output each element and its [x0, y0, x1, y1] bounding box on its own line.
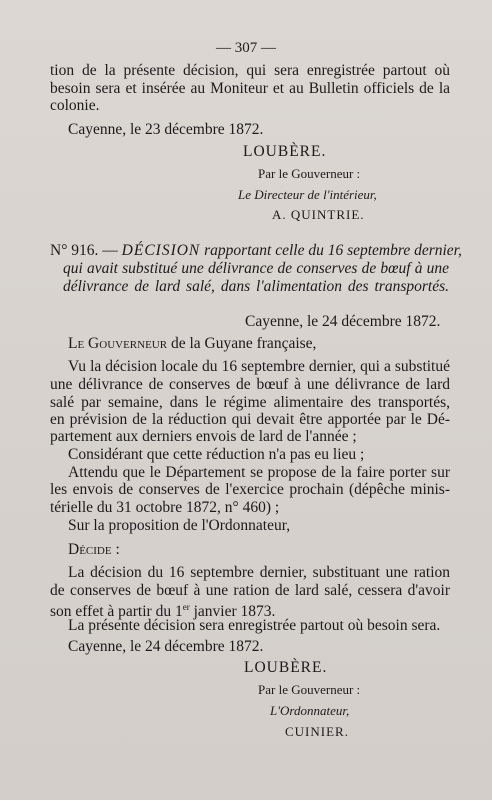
text-segment: janvier 1873.: [189, 603, 276, 621]
place-date: Cayenne, le 24 décembre 1872.: [68, 638, 264, 655]
signatory-role: L'Ordonnateur,: [270, 703, 350, 718]
text-line: Vu la décision locale du 16 septembre dernier, qui a substitué: [68, 358, 450, 375]
signature: LOUBÈRE.: [244, 659, 328, 676]
signatory-prefix: Par le Gouverneur :: [258, 166, 361, 181]
text-line: une délivrance de conserves de bœuf à une délivrance de lard: [50, 376, 450, 393]
signatory-name: CUINIER.: [285, 724, 349, 739]
text-line: besoin sera et insérée au Moniteur et au Bulletin officiels de la: [50, 80, 450, 97]
text-line: Attendu que le Département se propose de la faire porter sur: [68, 464, 450, 481]
text-line: Sur la proposition de l'Ordonnateur,: [68, 517, 291, 534]
text-line: Considérant que cette réduction n'a pas eu lieu ;: [68, 446, 365, 463]
text-line: de conserves de bœuf à une ration de lard salé, cessera d'avoir: [50, 582, 450, 599]
issuer-rest: de la Guyane française,: [167, 335, 317, 352]
text-line: La présente décision sera enregistrée partout où besoin sera.: [68, 617, 441, 634]
decision-heading: [50, 242, 462, 259]
text-line: La décision du 16 septembre dernier, substituant une ration: [68, 564, 450, 581]
place-date: Cayenne, le 24 décembre 1872.: [245, 313, 441, 330]
signatory-name: A. QUINTRIE.: [272, 207, 365, 222]
decision-label: DÉCISION: [121, 242, 201, 259]
text-line: tion de la présente décision, qui sera enregistrée partout où: [50, 62, 450, 79]
text-line: térielle du 31 octobre 1872, n° 460) ;: [50, 499, 280, 516]
text-segment: son effet à partir du 1: [50, 603, 183, 621]
decision-title-line: qui avait substitué une délivrance de conserves de bœuf à une: [63, 260, 449, 277]
place-date: Cayenne, le 23 décembre 1872.: [68, 121, 264, 138]
text-line: salé par semaine, dans le régime alimentaire des transportés,: [50, 394, 450, 411]
decision-number: N° 916. —: [50, 242, 122, 259]
decision-title-line: délivrance de lard salé, dans l'alimentation des transportés.: [63, 278, 449, 295]
text-line: partement aux derniers envois de lard de l'année ;: [50, 428, 357, 445]
page-number: — 307 —: [216, 40, 276, 56]
issuer-title: Le Gouverneur: [68, 335, 168, 352]
signature: LOUBÈRE.: [243, 143, 327, 160]
text-line: en prévision de la réduction qui devait être apportée par le Dé-: [50, 411, 450, 428]
issuer: [68, 335, 468, 352]
signatory-role: Le Directeur de l'intérieur,: [238, 187, 377, 202]
signatory-prefix: Par le Gouverneur :: [258, 682, 361, 697]
decides-label: Décide :: [68, 541, 120, 558]
superscript: er: [182, 602, 190, 612]
text-line: les envois de conserves de l'exercice prochain (dépêche minis-: [50, 481, 450, 498]
decision-title: rapportant celle du 16 septembre dernier,: [200, 242, 462, 259]
text-line: colonie.: [50, 97, 100, 114]
